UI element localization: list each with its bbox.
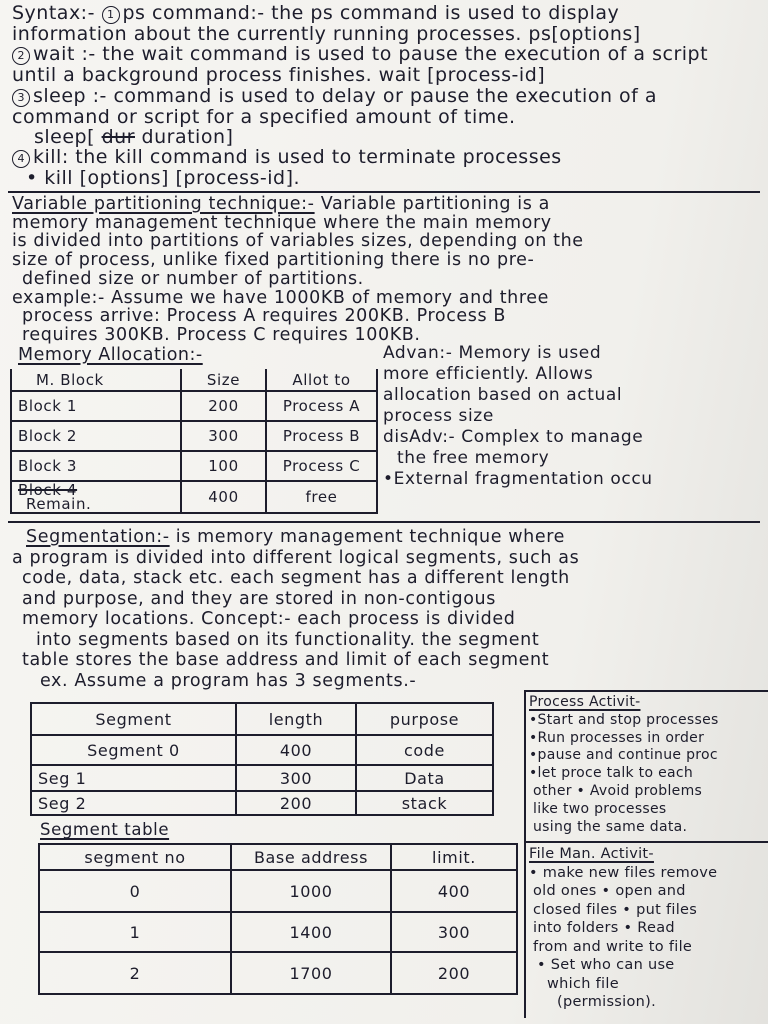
definition-text: is memory management technique where — [175, 527, 565, 547]
item-number-circle: 1 — [102, 6, 120, 24]
table-cell: Process C — [266, 451, 377, 481]
segment-table-title: Segment table — [40, 820, 170, 839]
table-cell: 200 — [391, 952, 517, 994]
wait-command-line — [12, 44, 762, 65]
notes-item: •pause and continue proc — [529, 747, 718, 764]
text-line: memory locations. Concept:- each process is divided — [22, 609, 516, 629]
table-header-row — [11, 369, 377, 391]
table-cell: 400 — [391, 870, 517, 912]
notes-item: •Start and stop processes — [529, 711, 719, 728]
table-cell: Process A — [266, 391, 377, 421]
example-line: requires 300KB. Process C requires 100KB. — [22, 325, 421, 345]
process-activities-notes — [529, 694, 764, 836]
table-cell: 1000 — [231, 870, 391, 912]
section-divider — [8, 191, 760, 193]
side-box-border — [524, 690, 526, 1018]
item-number-circle: 2 — [12, 47, 30, 65]
header-cell: Base address — [231, 844, 391, 870]
memory-allocation-title: Memory Allocation:- — [18, 345, 203, 365]
header-cell: Size — [181, 369, 266, 391]
table-cell: Block 1 — [11, 391, 181, 421]
notes-item: other • Avoid problems — [533, 782, 703, 799]
struck-out-word: Block 4 — [18, 481, 78, 499]
file-management-title: File Man. Activit- — [529, 846, 654, 862]
table-cell: 300 — [236, 765, 356, 791]
advantage-line: more efficiently. Allows — [383, 364, 594, 384]
segment-table — [38, 843, 518, 995]
text-line: and purpose, and they are stored in non-contigous — [22, 588, 496, 609]
disadvantage-line: disAdv:- Complex to manage — [383, 427, 644, 447]
remain-label: Remain. — [26, 495, 92, 513]
table-row — [11, 451, 377, 481]
header-cell: M. Block — [11, 369, 181, 391]
table-row — [31, 765, 493, 791]
file-management-notes — [529, 845, 764, 1012]
sleep-syntax-open: sleep[ — [34, 126, 96, 148]
disadvantage-line: the free memory — [397, 448, 550, 468]
text-line: is divided into partitions of variables sizes, depending on the — [12, 232, 584, 252]
text-line: defined size or number of partitions. — [22, 269, 364, 289]
header-cell: limit. — [391, 844, 517, 870]
table-row — [11, 481, 377, 513]
notes-item: (permission). — [557, 994, 657, 1010]
table-row — [11, 421, 377, 451]
table-cell: 2 — [39, 952, 231, 994]
ps-command-line — [12, 3, 762, 24]
memory-allocation-title-line — [18, 345, 378, 365]
table-cell: code — [356, 735, 493, 765]
table-cell: Data — [356, 765, 493, 791]
text-line: memory management technique where the main memory — [12, 213, 552, 233]
side-box-divider — [524, 841, 768, 843]
table-cell: Block 3 — [11, 451, 181, 481]
syntax-heading: Syntax:- — [12, 3, 95, 24]
notes-item: into folders • Read — [533, 920, 675, 936]
struck-out-word: dur — [101, 126, 135, 148]
sleep-command-line-2: command or script for a specified amount of time. — [12, 106, 516, 127]
section-divider — [8, 521, 760, 523]
table-cell: free — [266, 481, 377, 513]
advantage-line: process size — [383, 406, 494, 426]
notes-item: • make new files remove — [529, 864, 718, 881]
notes-title — [529, 694, 764, 712]
notes-item: which file — [547, 975, 619, 992]
segments-table — [30, 702, 494, 816]
table-cell: 1400 — [231, 912, 391, 952]
table-cell: 400 — [236, 735, 356, 765]
memory-allocation-title-wrap — [18, 345, 378, 365]
sleep-syntax-line — [12, 127, 762, 147]
table-cell: 300 — [391, 912, 517, 952]
ps-command-line-2: information about the currently running processes. ps[options] — [12, 24, 641, 45]
item-number-circle: 4 — [12, 150, 30, 168]
variable-partitioning-line — [12, 195, 764, 214]
table-row — [39, 912, 517, 952]
text-line: a program is divided into different logical segments, such as — [12, 547, 580, 568]
wait-command-line-2: until a background process finishes. wait [process-id] — [12, 65, 546, 86]
text-line: into segments based on its functionality. the segment — [36, 629, 540, 650]
table-cell: 0 — [39, 870, 231, 912]
definition-text: Variable partitioning is a — [320, 195, 550, 214]
header-cell: purpose — [356, 703, 493, 735]
table-cell: Block 2 — [11, 421, 181, 451]
segmentation-line — [12, 527, 764, 548]
notes-item: using the same data. — [533, 818, 688, 835]
memory-allocation-table — [10, 369, 378, 514]
side-box-border — [524, 690, 768, 692]
notes-item: like two processes — [533, 800, 667, 817]
advantage-line: Advan:- Memory is used — [383, 343, 602, 363]
notes-item: •Run processes in order — [529, 729, 705, 746]
table-cell: Process B — [266, 421, 377, 451]
table-cell: stack — [356, 791, 493, 815]
table-cell — [11, 481, 181, 513]
table-row — [11, 391, 377, 421]
notes-item: from and write to file — [533, 938, 693, 955]
notes-item: • Set who can use — [537, 957, 675, 973]
table-cell: 1 — [39, 912, 231, 952]
kill-command-line — [12, 147, 762, 168]
table-cell: 200 — [236, 791, 356, 815]
sleep-syntax-rest: duration] — [141, 126, 234, 148]
header-cell: Allot to — [266, 369, 377, 391]
notes-item: •let proce talk to each — [529, 765, 694, 782]
wait-command-text: wait :- the wait command is used to pause the execution of a script — [33, 44, 709, 66]
table-cell: 100 — [181, 451, 266, 481]
example-line: ex. Assume a program has 3 segments.- — [40, 670, 417, 691]
item-number-circle: 3 — [12, 89, 30, 107]
example-line: process arrive: Process A requires 200KB. Process B — [22, 307, 507, 326]
table-cell: Seg 1 — [31, 765, 236, 791]
table-cell: 400 — [181, 481, 266, 513]
table-row — [31, 735, 493, 765]
table-row — [39, 870, 517, 912]
ps-command-text: ps command:- the ps command is used to display — [122, 3, 620, 24]
table-cell: Seg 2 — [31, 791, 236, 815]
header-cell: length — [236, 703, 356, 735]
kill-command-text: kill: the kill command is used to terminate processes — [33, 147, 562, 169]
section-heading: Variable partitioning technique:- — [12, 195, 315, 214]
sleep-command-line — [12, 86, 762, 107]
table-row — [39, 952, 517, 994]
header-cell: Segment — [31, 703, 236, 735]
notes-item: closed files • put files — [533, 901, 698, 918]
table-cell: 1700 — [231, 952, 391, 994]
table-header-row — [39, 844, 517, 870]
segment-table-title-line — [40, 820, 340, 840]
process-activities-title: Process Activit- — [529, 694, 641, 710]
segment-table-title-wrap — [40, 820, 340, 840]
sleep-command-text: sleep :- command is used to delay or pause the execution of a — [33, 85, 658, 107]
notes-item: old ones • open and — [533, 883, 686, 899]
disadvantage-line: •External fragmentation occu — [383, 469, 653, 489]
table-cell: Segment 0 — [31, 735, 236, 765]
advantages-notes — [383, 343, 766, 490]
table-cell: 200 — [181, 391, 266, 421]
commands-section — [12, 3, 762, 188]
variable-partitioning-section — [12, 195, 764, 345]
advantage-line: allocation based on actual — [383, 385, 623, 405]
example-line: example:- Assume we have 1000KB of memory and three — [12, 288, 549, 308]
section-heading: Segmentation:- — [26, 527, 170, 547]
table-header-row — [31, 703, 493, 735]
header-cell: segment no — [39, 844, 231, 870]
text-line: size of process, unlike fixed partitioning there is no pre- — [12, 251, 535, 270]
text-line: table stores the base address and limit of each segment — [22, 650, 550, 670]
table-cell: 300 — [181, 421, 266, 451]
text-line: code, data, stack etc. each segment has a different length — [22, 568, 570, 588]
notes-title — [529, 845, 764, 864]
kill-syntax-line: • kill [options] [process-id]. — [26, 168, 301, 189]
segmentation-section — [12, 527, 764, 691]
table-row — [31, 791, 493, 815]
